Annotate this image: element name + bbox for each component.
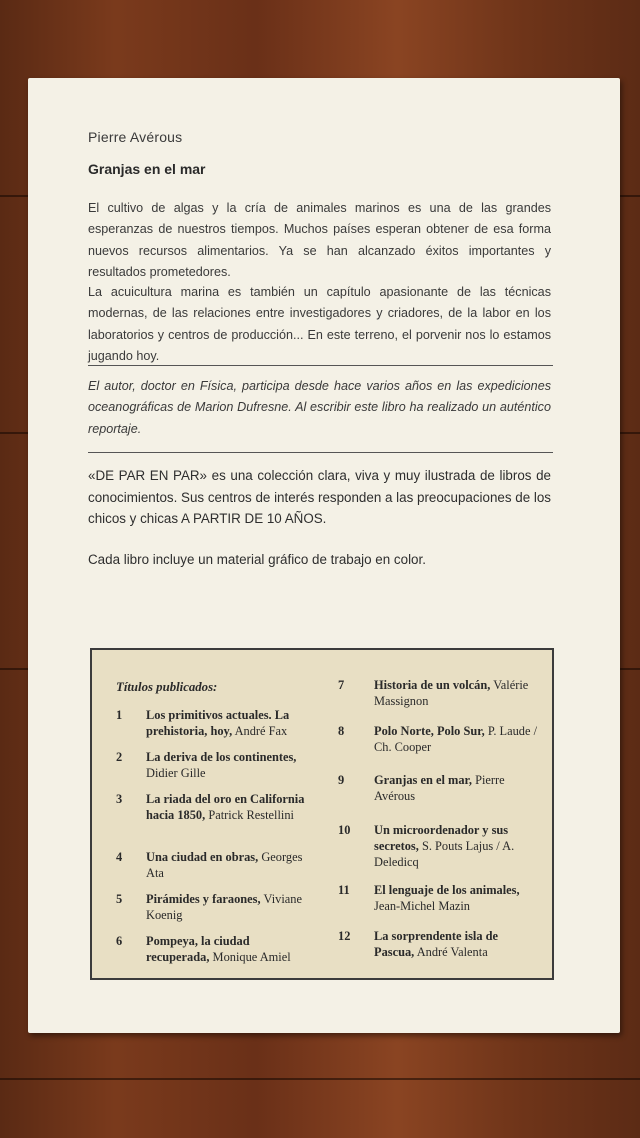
description-paragraph: El cultivo de algas y la cría de animales marinos es una de las grandes esperanzas de nuestros tiempos. Muchos países esperan obtener de esa forma nuevos recursos alimentarios. Ya se han alcanzado éxitos importantes y resultados prometedores. [88, 201, 551, 279]
list-item-number: 5 [116, 892, 123, 906]
material-note: Cada libro incluye un material gráfico de trabajo en color. [88, 552, 426, 567]
list-item-title: El lenguaje de los animales, [374, 883, 520, 897]
floor-plank-seam [0, 1078, 640, 1080]
list-item [338, 882, 538, 914]
list-item [338, 772, 538, 804]
list-item-author: Patrick Restellini [208, 808, 295, 822]
description-paragraph: La acuicultura marina es también un capítulo apasionante de las técnicas modernas, de las relaciones entre investigadores y criadores, de la labor en los laboratorios y centros de producción... En este terreno, el porvenir nos lo estamos jugando hoy. [88, 285, 551, 363]
list-item-author: S. Pouts Lajus / A. Deledicq [374, 839, 515, 869]
list-item-number: 6 [116, 934, 123, 948]
list-item-author: André Valenta [416, 945, 488, 959]
list-item-title: Pirámides y faraones, [146, 892, 261, 906]
list-item [116, 707, 316, 739]
list-item [116, 749, 316, 781]
list-item [116, 791, 316, 823]
list-item-author: Jean-Michel Mazin [374, 899, 470, 913]
published-titles-heading: Títulos publicados: [116, 680, 218, 694]
author-bio: El autor, doctor en Física, participa desde hace varios años en las expediciones oceanográficas de Marion Dufresne. Al escribir este libro ha realizado un auténtico reportaje. [88, 379, 551, 436]
divider [88, 452, 553, 453]
list-item-title: Un microordenador y sus secretos, [374, 823, 509, 853]
list-item [116, 891, 316, 923]
collection-description: «DE PAR EN PAR» es una colección clara, viva y muy ilustrada de libros de conocimientos. Sus centros de interés responden a las preocupaciones de los chicos y chicas A PARTIR DE 10 AÑOS. [88, 468, 551, 527]
list-item [116, 849, 316, 881]
list-item-title: Historia de un volcán, [374, 678, 491, 692]
list-item [338, 822, 538, 870]
list-item-number: 3 [116, 792, 123, 806]
published-titles-box [90, 648, 554, 980]
list-item-title: Polo Norte, Polo Sur, [374, 724, 485, 738]
list-item-number: 7 [338, 678, 345, 692]
list-item-number: 12 [338, 929, 351, 943]
book-title: Granjas en el mar [88, 161, 206, 177]
list-item-title: Pompeya, la ciudad recuperada, [146, 934, 250, 964]
divider [88, 365, 553, 366]
list-item-title: Granjas en el mar, [374, 773, 472, 787]
list-item-number: 8 [338, 724, 345, 738]
list-item-number: 11 [338, 883, 350, 897]
list-item-author: Georges Ata [146, 850, 303, 880]
book-author: Pierre Avérous [88, 129, 183, 145]
list-item-number: 1 [116, 708, 123, 722]
list-item-title: Una ciudad en obras, [146, 850, 259, 864]
list-item-title: La sorprendente isla de Pascua, [374, 929, 499, 959]
list-item-author: Monique Amiel [212, 950, 291, 964]
list-item-number: 4 [116, 850, 123, 864]
list-item-author: Valérie Massignon [374, 678, 529, 708]
list-item [116, 933, 316, 965]
list-item [338, 723, 538, 755]
list-item [338, 928, 538, 960]
list-item-author: André Fax [234, 724, 288, 738]
list-item-number: 9 [338, 773, 345, 787]
list-item-title: La deriva de los continentes, [146, 750, 297, 764]
list-item-author: Viviane Koenig [146, 892, 302, 922]
list-item-author: Didier Gille [146, 766, 206, 780]
list-item [338, 677, 538, 709]
list-item-author: Pierre Avérous [374, 773, 505, 803]
list-item-title: Los primitivos actuales. La prehistoria, hoy, [146, 708, 290, 738]
list-item-number: 10 [338, 823, 351, 837]
book-back-cover [28, 78, 620, 1033]
list-item-number: 2 [116, 750, 123, 764]
list-item-author: P. Laude / Ch. Cooper [374, 724, 538, 754]
list-item-title: La riada del oro en California hacia 1850, [146, 792, 305, 822]
